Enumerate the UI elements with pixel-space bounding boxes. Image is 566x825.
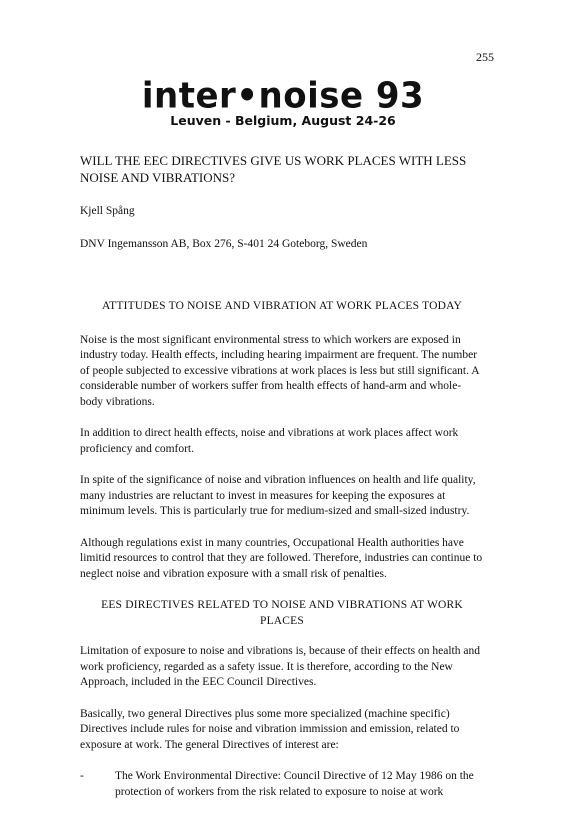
paragraph: Noise is the most significant environmental stress to which workers are exposed in industry today. Health effects, including hearing impairment are frequent. The number of people subjected to excessive vibrations at work places is less but still significant. A considerable number of workers suffer from health effects of hand-arm and whole-body vibrations. (80, 333, 479, 408)
paper-body (80, 152, 484, 800)
list-item (80, 769, 484, 800)
conference-location: Leuven - Belgium, August 24-26 (170, 113, 396, 128)
conference-logo: inter•noise 93 (141, 75, 425, 117)
author-name: Kjell Spång (80, 205, 135, 217)
paragraph: Limitation of exposure to noise and vibrations is, because of their effects on health and work proficiency, regarded as a safety issue. It is therefore, according to the New Approach, included in the EEC Council Directives. (80, 645, 480, 688)
paragraph: Basically, two general Directives plus some more specialized (machine specific) Directives include rules for noise and vibration immission and emission, related to exposure at work. The general Directives of interest are: (80, 707, 460, 751)
paper-title: WILL THE EEC DIRECTIVES GIVE US WORK PLACES WITH LESS NOISE AND VIBRATIONS? (80, 153, 467, 185)
section-heading: ATTITUDES TO NOISE AND VIBRATION AT WORK PLACES TODAY (101, 300, 463, 312)
paragraph: In spite of the significance of noise and vibration influences on health and life quality, many industries are reluctant to invest in measures for keeping the exposures at minimum levels. This is particularly true for medium-sized and small-sized industry. (80, 474, 476, 517)
section-attitudes (80, 299, 484, 582)
section-heading: EES DIRECTIVES RELATED TO NOISE AND VIBRATIONS AT WORK PLACES (101, 599, 463, 627)
list-marker: - (80, 770, 84, 782)
list-item-text: The Work Environmental Directive: Council Directive of 12 May 1986 on the protection of workers from the risk related to exposure to noise at work (115, 770, 474, 798)
author-affiliation: DNV Ingemansson AB, Box 276, S-401 24 Goteborg, Sweden (80, 237, 368, 250)
page-number: 255 (476, 50, 494, 64)
paragraph: In addition to direct health effects, noise and vibrations at work places affect work proficiency and comfort. (80, 427, 459, 455)
section-ees-directives (80, 598, 484, 800)
paragraph: Although regulations exist in many countries, Occupational Health authorities have limitid resources to control that they are followed. Therefore, industries can continue to neglect noise and vibration exposure with a small risk of penalties. (80, 536, 483, 580)
